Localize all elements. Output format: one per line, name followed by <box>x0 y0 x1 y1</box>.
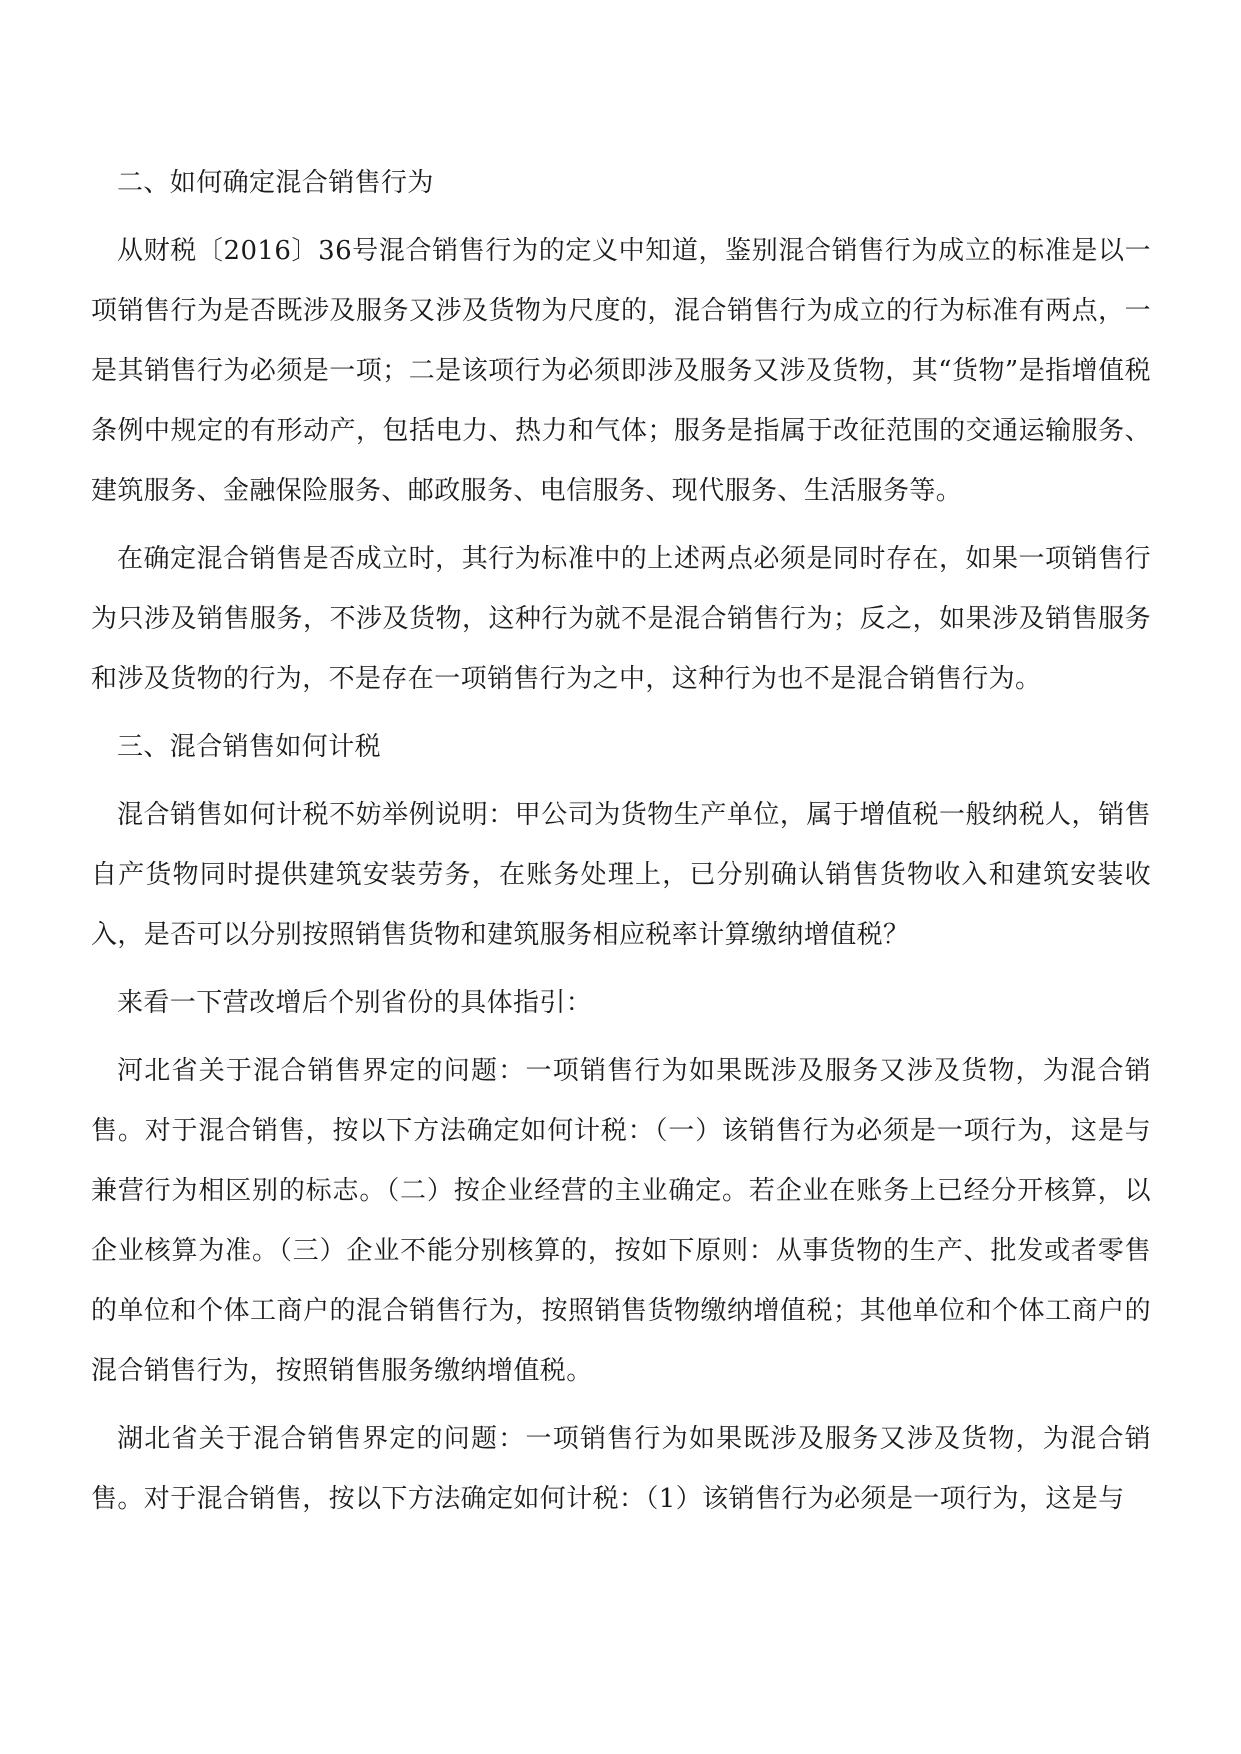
paragraph-example: 混合销售如何计税不妨举例说明：甲公司为货物生产单位，属于增值税一般纳税人，销售自产货物同时提供建筑安装劳务，在账务处理上，已分别确认销售货物收入和建筑安装收入，是否可以分别按照销售货物和建筑服务相应税率计算缴纳增值税？ <box>91 800 1151 950</box>
paragraph-hebei: 河北省关于混合销售界定的问题：一项销售行为如果既涉及服务又涉及货物，为混合销售。对于混合销售，按以下方法确定如何计税：（一）该销售行为必须是一项行为，这是与兼营行为相区别的标志。（二）按企业经营的主业确定。若企业在账务上已经分开核算，以企业核算为准。（三）企业不能分别核算的，按如下原则：从事货物的生产、批发或者零售的单位和个体工商户的混合销售行为，按照销售货物缴纳增值税；其他单位和个体工商户的混合销售行为，按照销售服务缴纳增值税。 <box>91 1056 1151 1386</box>
paragraph-guidance-intro: 来看一下营改增后个别省份的具体指引： <box>117 988 593 1018</box>
paragraph-criteria: 在确定混合销售是否成立时，其行为标准中的上述两点必须是同时存在，如果一项销售行为只涉及销售服务，不涉及货物，这种行为就不是混合销售行为；反之，如果涉及销售服务和涉及货物的行为，不是存在一项销售行为之中，这种行为也不是混合销售行为。 <box>91 544 1151 694</box>
heading-section-2: 二、如何确定混合销售行为 <box>117 168 434 198</box>
heading-section-3: 三、混合销售如何计税 <box>117 732 382 762</box>
paragraph-definition: 从财税〔2016〕36号混合销售行为的定义中知道，鉴别混合销售行为成立的标准是以一项销售行为是否既涉及服务又涉及货物为尺度的，混合销售行为成立的行为标准有两点，一是其销售行为必须是一项；二是该项行为必须即涉及服务又涉及货物，其“货物”是指增值税条例中规定的有形动产，包括电力、热力和气体；服务是指属于改征范围的交通运输服务、建筑服务、金融保险服务、邮政服务、电信服务、现代服务、生活服务等。 <box>91 236 1151 506</box>
paragraph-hubei: 湖北省关于混合销售界定的问题：一项销售行为如果既涉及服务又涉及货物，为混合销售。对于混合销售，按以下方法确定如何计税：（1）该销售行为必须是一项行为，这是与 <box>91 1424 1151 1514</box>
document-body <box>91 153 1151 1537</box>
